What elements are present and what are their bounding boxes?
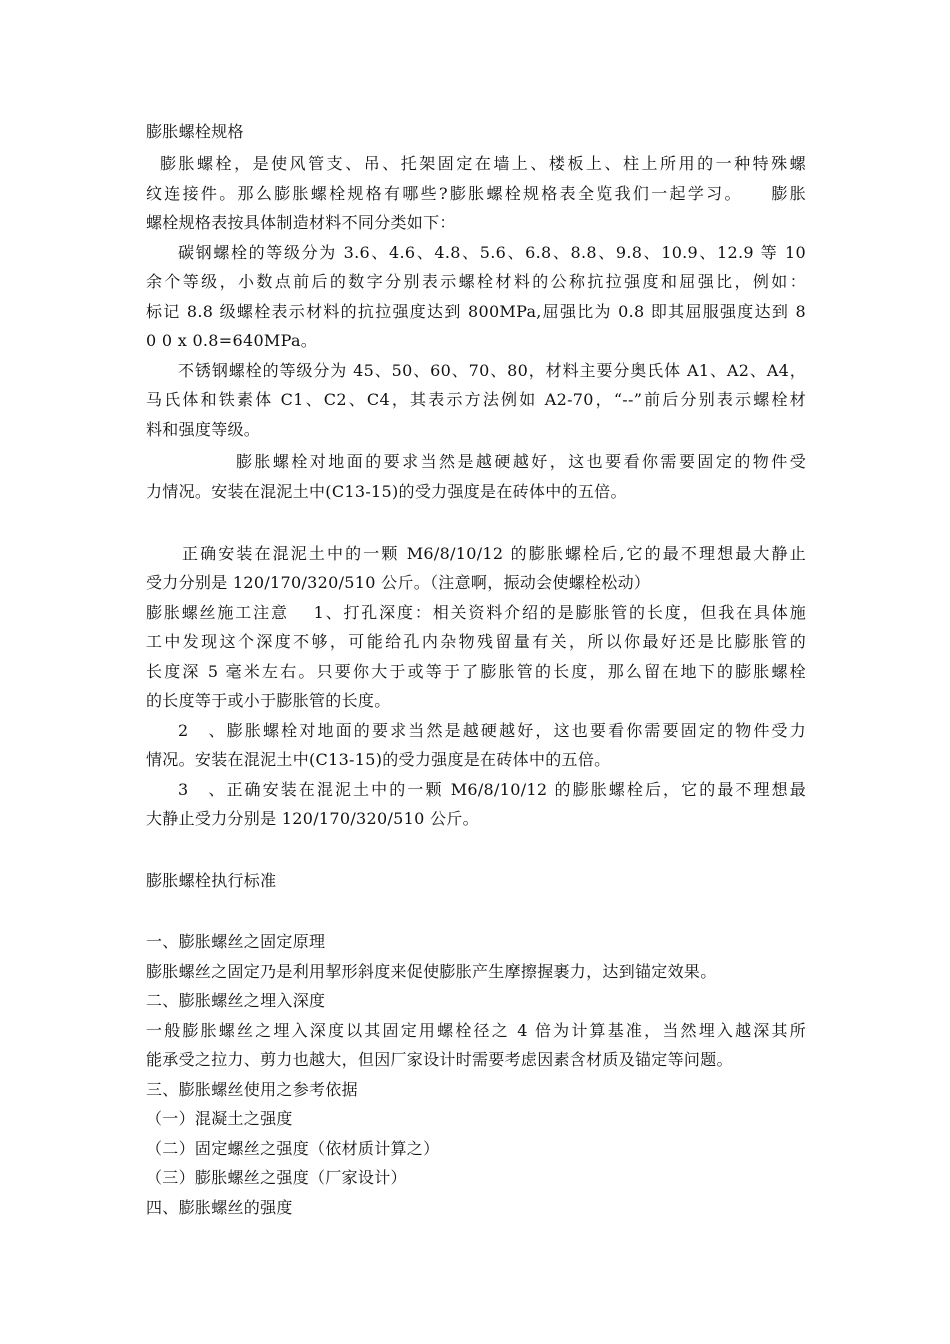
paragraph-line: 情况。安装在混泥土中(C13-15)的受力强度是在砖体中的五倍。	[146, 750, 611, 769]
list-item: （三）膨胀螺丝之强度（厂家设计）	[146, 1168, 407, 1187]
paragraph-line: 正确安装在混泥土中的一颗 M6/8/10/12 的膨胀螺栓后,它的最不理想最大静止	[182, 544, 806, 563]
paragraph-line: 膨胀螺丝之固定乃是利用挈形斜度来促使膨胀产生摩擦握裹力，达到锚定效果。	[146, 962, 717, 981]
paragraph-line: 长度深 5 毫米左右。只要你大于或等于了膨胀管的长度，那么留在地下的膨胀螺栓	[146, 662, 806, 681]
section-heading: 四、膨胀螺丝的强度	[146, 1198, 293, 1217]
paragraph-line: 螺栓规格表按具体制造材料不同分类如下：	[146, 213, 456, 232]
paragraph-line: 纹连接件。那么膨胀螺栓规格有哪些?膨胀螺栓规格表全览我们一起学习。 膨胀	[146, 184, 806, 203]
paragraph-line: 膨胀螺栓对地面的要求当然是越硬越好，这也要看你需要固定的物件受	[236, 452, 806, 471]
heading-expansion-bolt-spec: 膨胀螺栓规格	[146, 122, 244, 141]
paragraph-line: 2 、膨胀螺栓对地面的要求当然是越硬越好，这也要看你需要固定的物件受力	[178, 721, 806, 740]
section-heading: 二、膨胀螺丝之埋入深度	[146, 991, 326, 1010]
paragraph-line: 膨胀螺栓，是使风管支、吊、托架固定在墙上、楼板上、柱上所用的一种特殊螺	[160, 154, 806, 173]
paragraph-line: 膨胀螺丝施工注意 1、打孔深度：相关资料介绍的是膨胀管的长度，但我在具体施	[146, 603, 806, 622]
paragraph-line: 余个等级，小数点前后的数字分别表示螺栓材料的公称抗拉强度和屈强比，例如：	[146, 272, 806, 291]
paragraph-line: 碳钢螺栓的等级分为 3.6、4.6、4.8、5.6、6.8、8.8、9.8、10.9、12.9 等 10	[178, 243, 806, 262]
paragraph-line: 0 0 x 0.8=640MPa。	[146, 331, 318, 350]
paragraph-line: 的长度等于或小于膨胀管的长度。	[146, 691, 391, 710]
paragraph-line: 马氏体和铁素体 C1、C2、C4，其表示方法例如 A2-70，“--”前后分别表示螺栓材	[146, 390, 806, 409]
paragraph-line: 工中发现这个深度不够，可能给孔内杂物残留量有关，所以你最好还是比膨胀管的	[146, 632, 806, 651]
paragraph-line: 一般膨胀螺丝之埋入深度以其固定用螺栓径之 4 倍为计算基准，当然埋入越深其所	[146, 1021, 806, 1040]
section-heading: 一、膨胀螺丝之固定原理	[146, 932, 326, 951]
paragraph-line: 3 、正确安装在混泥土中的一颗 M6/8/10/12 的膨胀螺栓后，它的最不理想最	[178, 780, 806, 799]
paragraph-line: 标记 8.8 级螺栓表示材料的抗拉强度达到 800MPa,屈强比为 0.8 即其屈服强度达到 8	[146, 302, 806, 321]
paragraph-line: 大静止受力分别是 120/170/320/510 公斤。	[146, 809, 479, 828]
paragraph-line: 力情况。安装在混泥土中(C13-15)的受力强度是在砖体中的五倍。	[146, 482, 627, 501]
paragraph-line: 能承受之拉力、剪力也越大，但因厂家设计时需要考虑因素含材质及锚定等问题。	[146, 1050, 733, 1069]
heading-execution-standard: 膨胀螺栓执行标准	[146, 871, 277, 890]
list-item: （二）固定螺丝之强度（依材质计算之）	[146, 1139, 440, 1158]
paragraph-line: 不锈钢螺栓的等级分为 45、50、60、70、80，材料主要分奥氏体 A1、A2、A4，	[178, 361, 806, 380]
paragraph-line: 受力分别是 120/170/320/510 公斤。（注意啊，振动会使螺栓松动）	[146, 573, 651, 592]
list-item: （一）混凝土之强度	[146, 1109, 293, 1128]
paragraph-line: 料和强度等级。	[146, 420, 261, 439]
section-heading: 三、膨胀螺丝使用之参考依据	[146, 1080, 358, 1099]
